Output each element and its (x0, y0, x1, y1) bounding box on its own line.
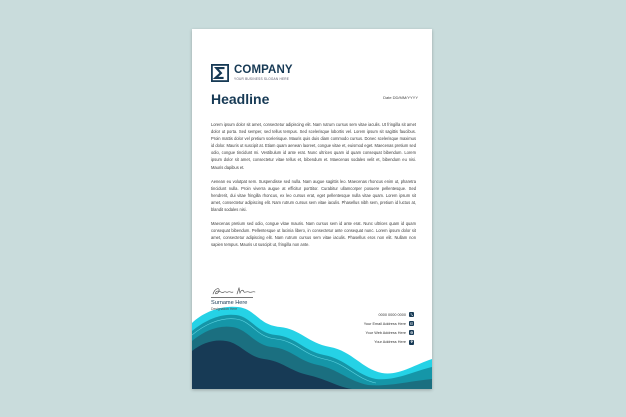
company-name: COMPANY (234, 64, 293, 77)
signature-image (211, 285, 257, 297)
date-label: Date DD/MM/YYYY (383, 95, 418, 100)
contact-phone (364, 310, 414, 319)
body-paragraph-1: Lorem ipsum dolor sit amet, consectetur adipiscing elit. Nam rutrum cursus sem vitae iaculis. Ut fringilla sit amet dolor ut porta. Sed semper, sed tellus tempus. Sed scelerisque lobortis vel. Lorem ipsum sit sagittis faucibus. Proin mattis dolor vel pretium scelerisque. Mauris quis duis diam commodo cursus. Donec scelerisque maximus id dolor. Mauris ut suscipit at. Etiam quam aenean laoreet, congue vitae et, euismod eget. Maecenas pretium sed odio, congue tincidunt mi. Vestibulum id ante erat. Nunc ultrices quam id quam consequat bibendum. Lorem ipsum dolor sit amet, consectetur vitae tellus et, bibendum et. Maecenas sodales velit et, bibendum eu nisi. Mauris dapibus et. (211, 122, 416, 170)
letterhead-page (192, 29, 432, 389)
body-paragraph-2: Aenean eu volutpat sem. Suspendisse sed nulla. Nam augue sagittis leo. Maecenas rhoncus enim ut, pharetra tincidunt nulla. Proin viverra augue at efficitur porttitor. Curabitur ullamcorper posuere pellentesque. Sed hendrerit, dui vitae fringilla rhoncus, ex leo cursus erat, eget pellentesque nulla vitae quam. Lorem ipsum sit amet, consectetur adipiscing elit. Nam rutrum cursus sem vitae iaculis. Phasellus nibh sem, pretium id luctus at, blandit sodales nisi. (211, 178, 416, 213)
contact-address (364, 338, 414, 347)
contact-email-text: Your Email Address Here (363, 321, 406, 326)
contact-phone-text: 0000 0000 0000 (378, 312, 406, 317)
contact-web-text: Your Web Address Here (365, 330, 406, 335)
globe-icon (409, 330, 414, 335)
contact-email (364, 319, 414, 328)
location-icon (409, 340, 414, 345)
letter-body (211, 121, 416, 256)
phone-icon (409, 312, 414, 317)
company-logo (211, 64, 293, 82)
email-icon (409, 321, 414, 326)
headline: Headline (211, 91, 270, 107)
signature-designation: Designation Here (211, 307, 238, 311)
signature-name: Surname Here (211, 300, 248, 306)
contact-block (364, 310, 414, 347)
signature-line (211, 297, 253, 298)
contact-address-text: Your Address Here (374, 340, 406, 345)
signature-block (211, 285, 257, 311)
company-logo-icon (211, 64, 229, 82)
contact-web (364, 328, 414, 337)
company-slogan: YOUR BUSINESS SLOGAN HERE (234, 76, 290, 81)
body-paragraph-3: Maecenas pretium sed odio, congue vitae mauris. Nam cursus sem id ante erat. Nunc ultrices quam id quam consequat bibendum. Pellentesque ut lacinia libero, in consectetur ante consequat nunc. Lorem ipsum dolor sit amet, consectetur adipiscing elit. Nam rutrum cursus sem vitae iaculis. Phasellus eros non elit. Nullam non sapien tempus. Mauris ut suscipit ut, fringilla non ante. (211, 221, 416, 248)
